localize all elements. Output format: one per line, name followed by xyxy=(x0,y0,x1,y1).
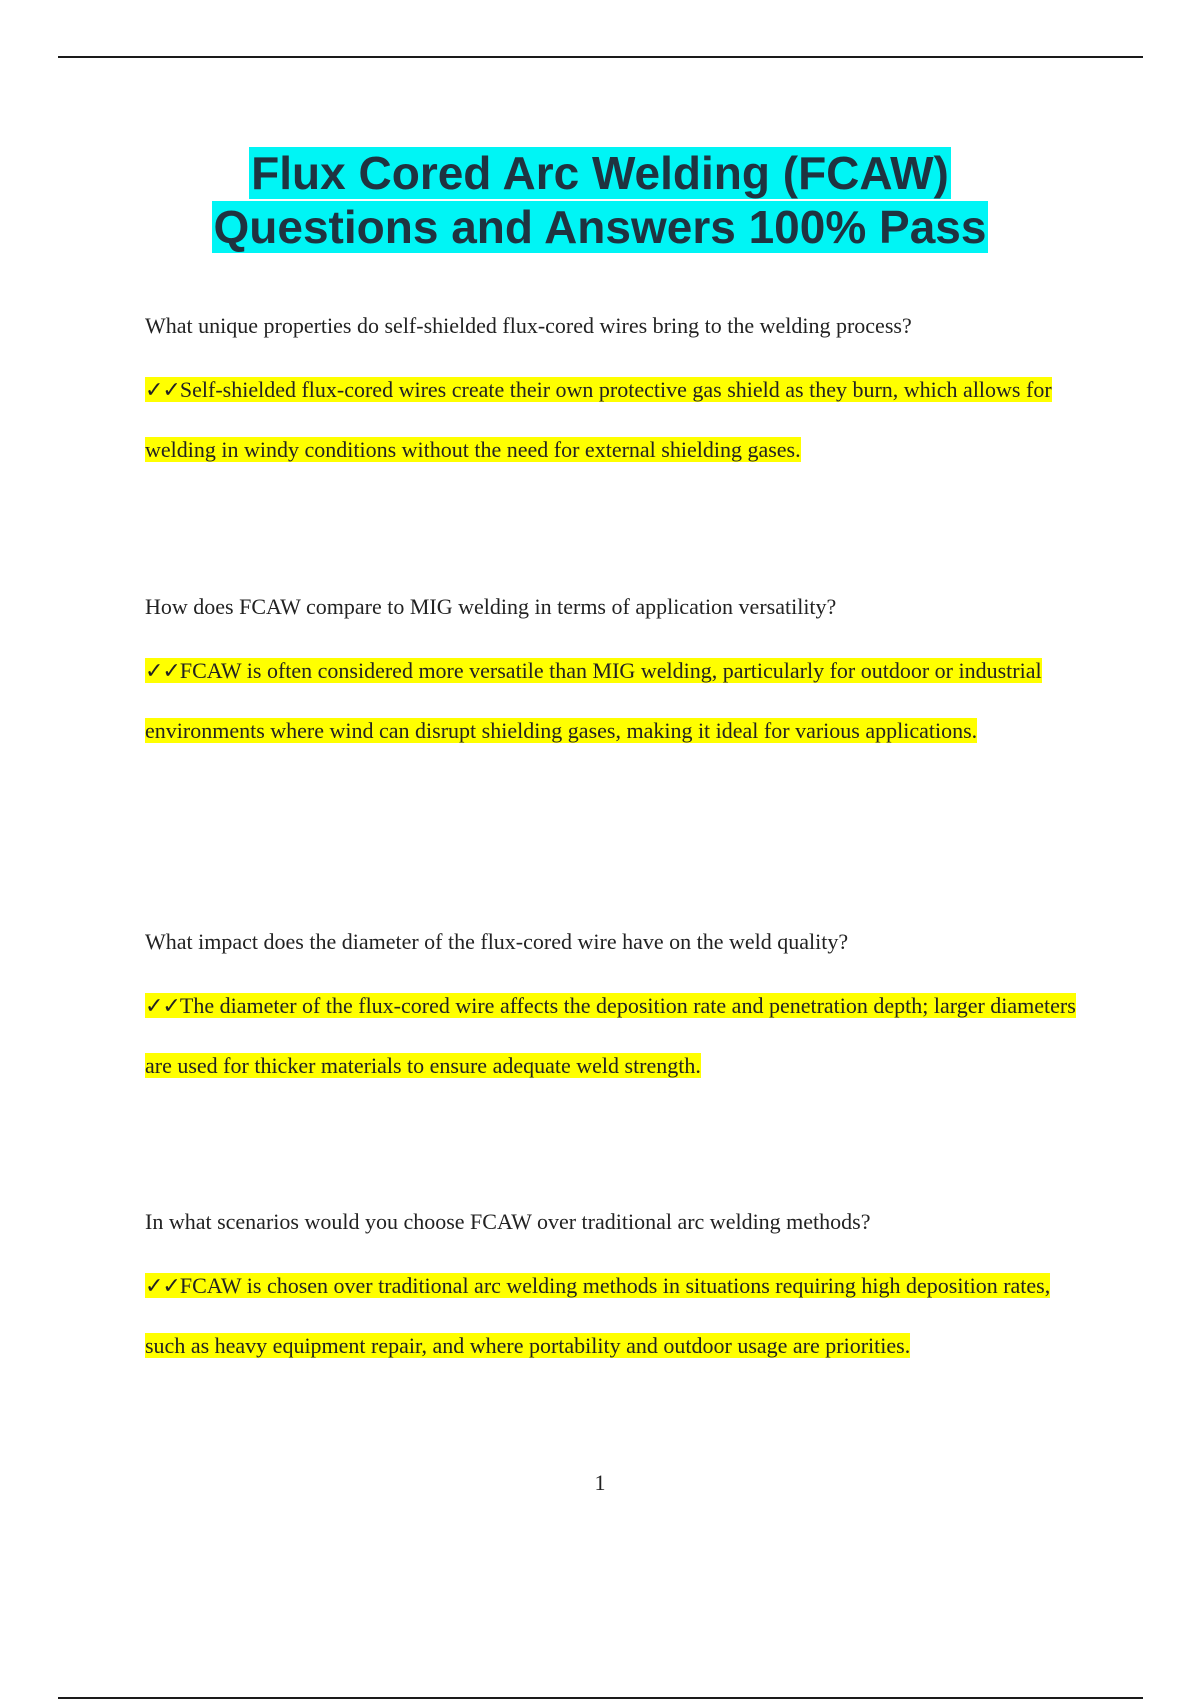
qa-item xyxy=(145,312,1095,479)
answer-text: ✓✓Self-shielded flux-cored wires create their own protective gas shield as they burn, which allows for welding in windy conditions without the need for external shielding gases. xyxy=(145,377,1052,462)
check-icon: ✓✓ xyxy=(145,659,180,684)
title-line-1: Flux Cored Arc Welding (FCAW) xyxy=(251,147,949,199)
bottom-rule xyxy=(58,1697,1143,1699)
question-text: How does FCAW compare to MIG welding in terms of application versatility? xyxy=(145,594,837,619)
check-icon: ✓✓ xyxy=(145,1274,180,1299)
question-text: What unique properties do self-shielded flux-cored wires bring to the welding process? xyxy=(145,313,912,338)
answer-text: ✓✓FCAW is often considered more versatile than MIG welding, particularly for outdoor or industrial environments where wind can disrupt shielding gases, making it ideal for various applications. xyxy=(145,658,1042,743)
answer-text: ✓✓The diameter of the flux-cored wire affects the deposition rate and penetration depth; larger diameters are used for thicker materials to ensure adequate weld strength. xyxy=(145,993,1076,1078)
document-title xyxy=(0,146,1200,254)
check-icon: ✓✓ xyxy=(145,994,180,1019)
qa-item xyxy=(145,593,1095,760)
answer-text: ✓✓FCAW is chosen over traditional arc welding methods in situations requiring high deposition rates, such as heavy equipment repair, and where portability and outdoor usage are priorities. xyxy=(145,1273,1051,1358)
page-number: 1 xyxy=(594,1470,606,1495)
title-line-2: Questions and Answers 100% Pass xyxy=(213,201,987,253)
qa-item xyxy=(145,1208,1095,1375)
question-text: What impact does the diameter of the flux-cored wire have on the weld quality? xyxy=(145,929,849,954)
question-text: In what scenarios would you choose FCAW over traditional arc welding methods? xyxy=(145,1209,871,1234)
qa-item xyxy=(145,928,1095,1095)
top-rule xyxy=(58,56,1143,58)
check-icon: ✓✓ xyxy=(145,378,180,403)
